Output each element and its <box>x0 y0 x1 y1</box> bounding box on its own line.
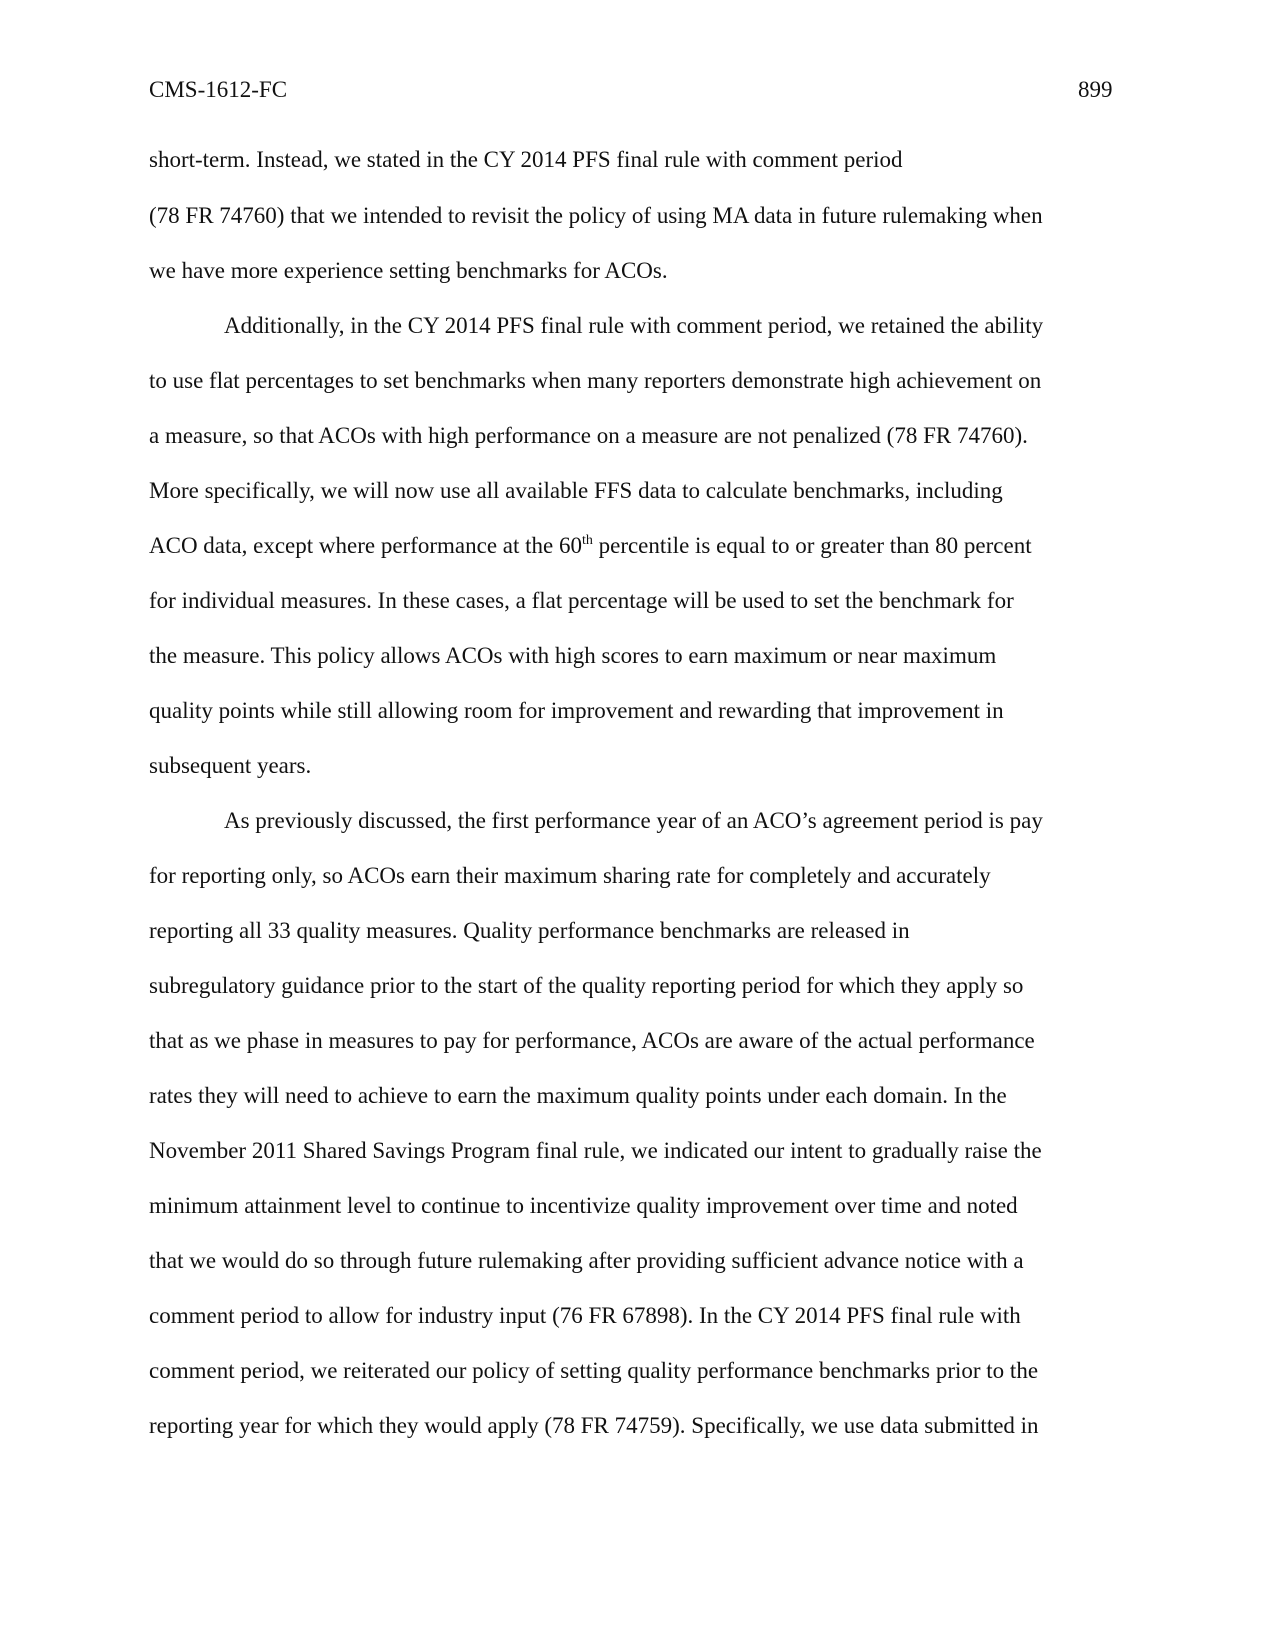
text-line: comment period, we reiterated our policy of setting quality performance benchmarks prior to the <box>149 1358 1039 1383</box>
document-id: CMS-1612-FC <box>149 77 288 102</box>
text-line: reporting year for which they would apply (78 FR 74759). Specifically, we use data submitted in <box>149 1413 1039 1438</box>
superscript: th <box>581 533 593 548</box>
text-line: for individual measures. In these cases, a flat percentage will be used to set the benchmark for <box>149 588 1014 613</box>
text-line: quality points while still allowing room for improvement and rewarding that improvement in <box>149 698 1004 723</box>
text-line: that as we phase in measures to pay for performance, ACOs are aware of the actual performance <box>149 1028 1035 1053</box>
text-line: More specifically, we will now use all available FFS data to calculate benchmarks, including <box>149 478 1003 503</box>
text-line: As previously discussed, the first performance year of an ACO’s agreement period is pay <box>224 808 1043 833</box>
text-line: a measure, so that ACOs with high performance on a measure are not penalized (78 FR 74760). <box>149 423 1028 448</box>
text-line: for reporting only, so ACOs earn their maximum sharing rate for completely and accurately <box>149 863 991 888</box>
text-line: Additionally, in the CY 2014 PFS final rule with comment period, we retained the ability <box>224 313 1044 338</box>
text-line: (78 FR 74760) that we intended to revisit the policy of using MA data in future rulemaking when <box>149 203 1043 228</box>
text-line: that we would do so through future rulemaking after providing sufficient advance notice with a <box>149 1248 1024 1273</box>
text-line: minimum attainment level to continue to incentivize quality improvement over time and noted <box>149 1193 1018 1218</box>
text-line: short-term. Instead, we stated in the CY 2014 PFS final rule with comment period <box>149 147 903 172</box>
text-line: rates they will need to achieve to earn the maximum quality points under each domain. In the <box>149 1083 1007 1108</box>
page-number: 899 <box>1078 77 1113 102</box>
text-line: to use flat percentages to set benchmarks when many reporters demonstrate high achievement on <box>149 368 1042 393</box>
text-line: we have more experience setting benchmarks for ACOs. <box>149 258 668 283</box>
text-line: the measure. This policy allows ACOs with high scores to earn maximum or near maximum <box>149 643 997 668</box>
text-line: comment period to allow for industry input (76 FR 67898). In the CY 2014 PFS final rule with <box>149 1303 1021 1328</box>
text-line: subregulatory guidance prior to the start of the quality reporting period for which they apply so <box>149 973 1024 998</box>
text-line <box>149 532 1032 560</box>
text-segment: percentile is equal to or greater than 80 percent <box>592 533 1032 558</box>
text-line: November 2011 Shared Savings Program final rule, we indicated our intent to gradually raise the <box>149 1138 1042 1163</box>
text-line: subsequent years. <box>149 753 312 778</box>
text-line: reporting all 33 quality measures. Quality performance benchmarks are released in <box>149 918 910 943</box>
text-segment: ACO data, except where performance at the 60 <box>149 533 582 558</box>
